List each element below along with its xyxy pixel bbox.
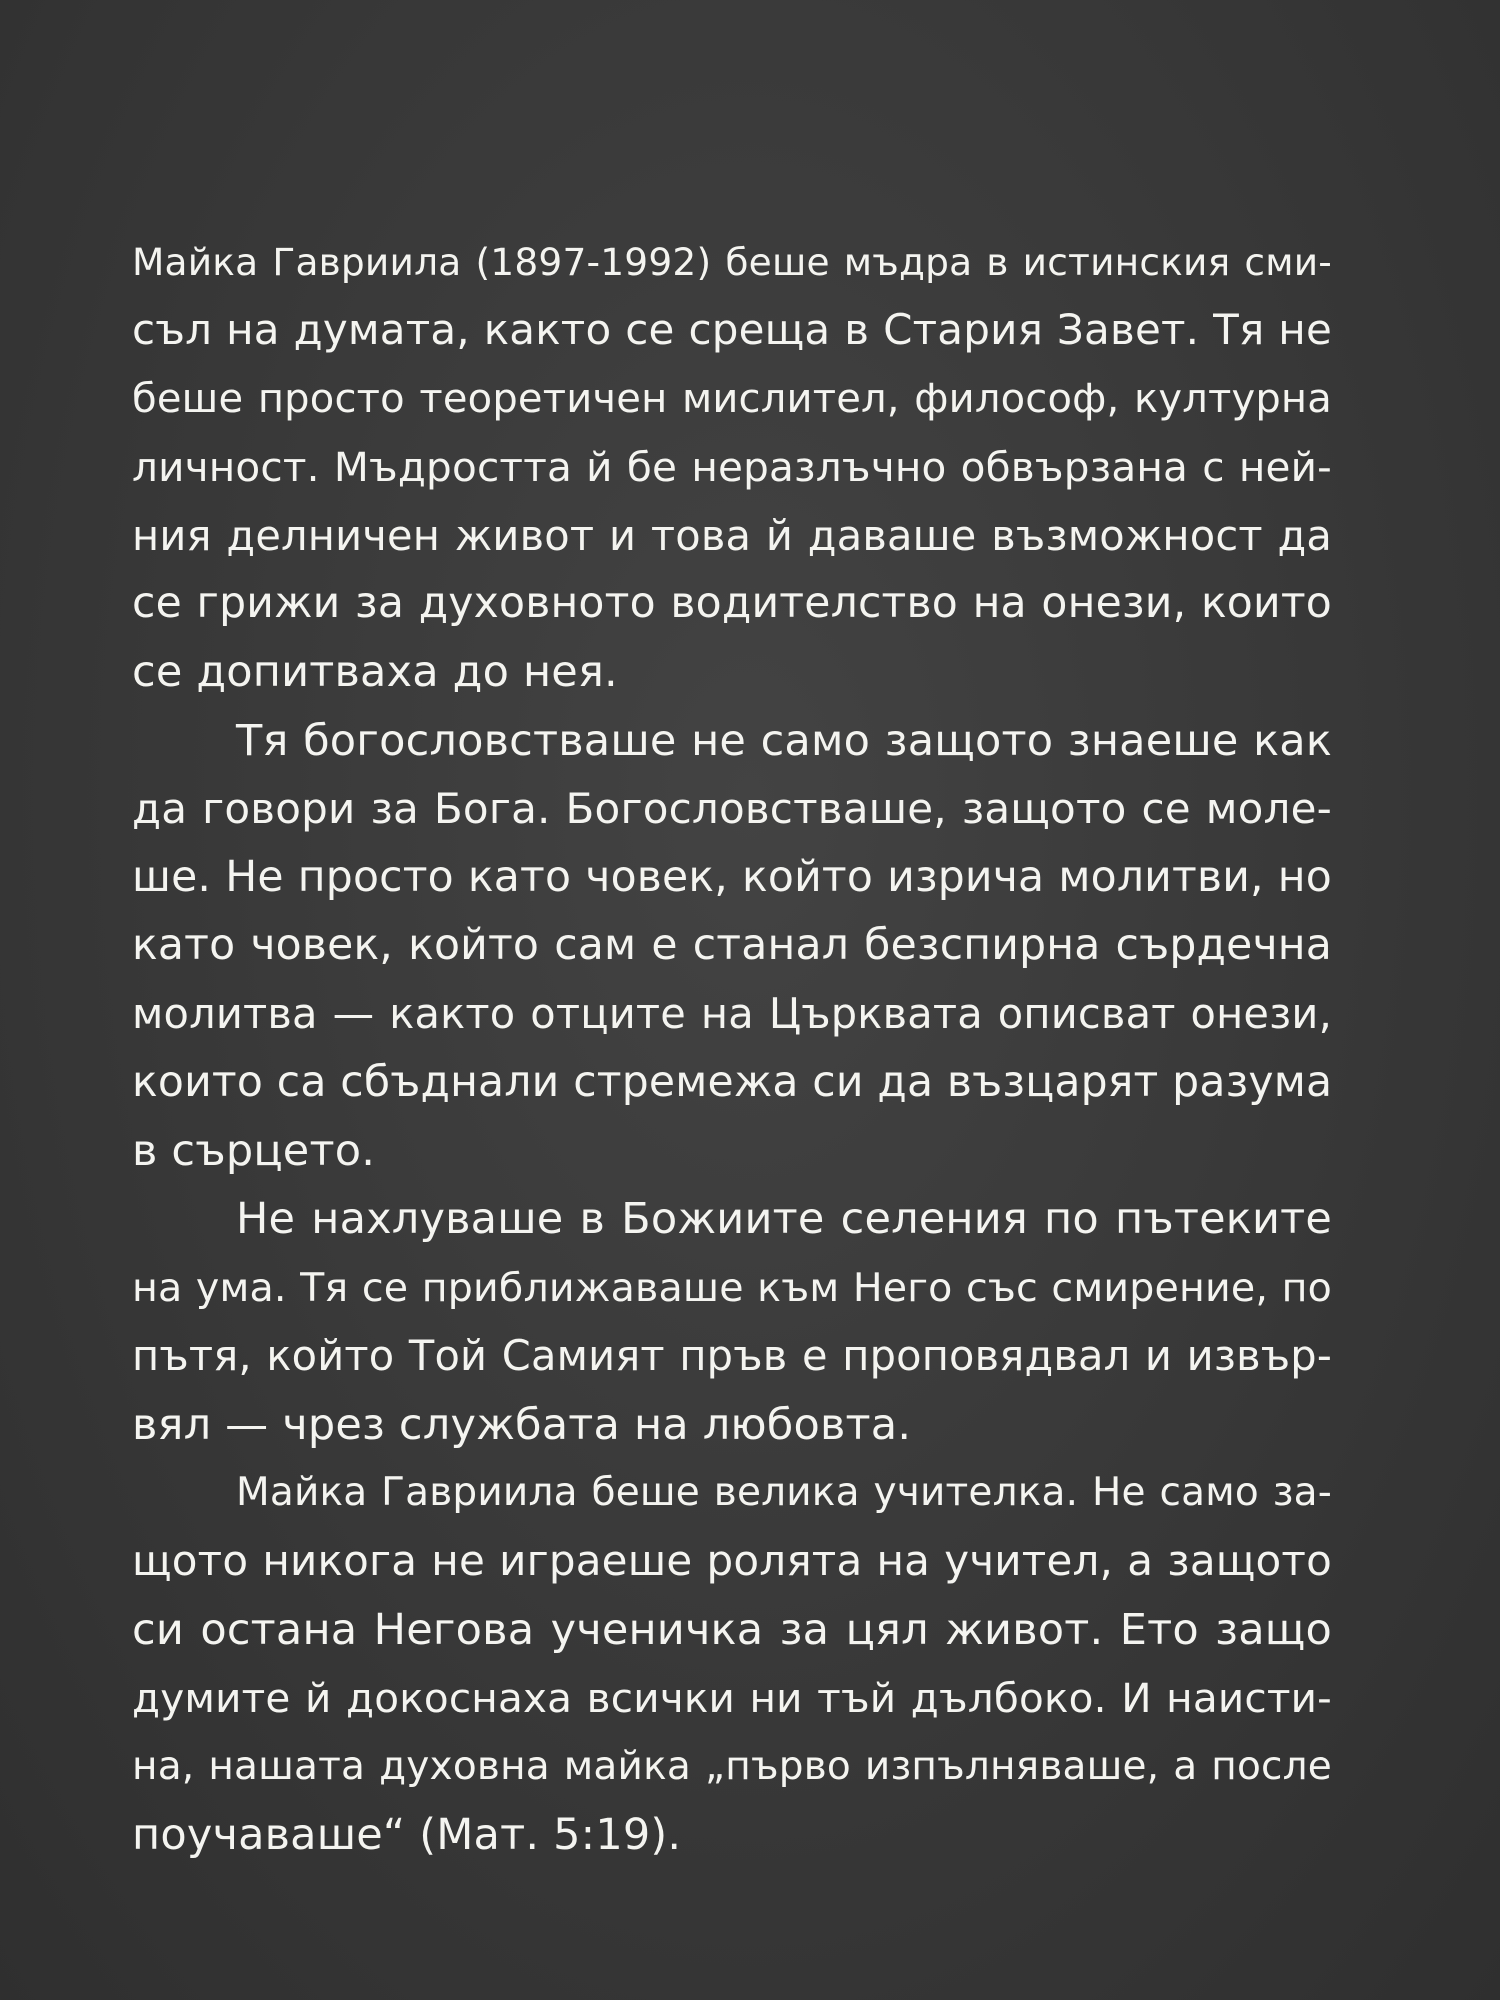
paragraph-3: [132, 1185, 1332, 1459]
text-line: ше. Не просто като човек, който изрича молитви, но: [132, 852, 1332, 902]
text-line: беше просто теоретичен мислител, философ, културна: [132, 375, 1332, 422]
text-line: които са сбъднали стремежа си да възцарят разума: [132, 1057, 1333, 1107]
text-line: Майка Гавриила (1897-1992) беше мъдра в истинския сми-: [132, 240, 1332, 284]
paragraph-4: [132, 1459, 1332, 1869]
text-line: в сърцето.: [132, 1126, 376, 1177]
text-line: си остана Негова ученичка за цял живот. Ето защо: [132, 1604, 1332, 1655]
text-line: Не нахлуваше в Божиите селения по пътеките: [236, 1194, 1332, 1245]
text-line: да говори за Бога. Богословстваше, защото се моле-: [132, 784, 1332, 834]
text-line: Майка Гавриила беше велика учителка. Не само за-: [236, 1470, 1332, 1516]
text-line: пътя, който Той Самият пръв е проповядвал и извър-: [132, 1331, 1332, 1381]
text-line: поучаваше“ (Мат. 5:19).: [132, 1809, 682, 1860]
text-line: на, нашата духовна майка „първо изпълняваше, а после: [132, 1743, 1332, 1789]
text-line: личност. Мъдростта й бе неразлъчно обвързана с ней-: [132, 443, 1332, 492]
text-line: съл на думата, както се среща в Стария Завет. Тя не: [132, 305, 1332, 355]
text-line: вял — чрез службата на любовта.: [132, 1399, 912, 1450]
paragraph-1: [132, 228, 1332, 707]
text-line: се грижи за духовното водителство на онези, които: [132, 578, 1332, 628]
text-line: се допитваха до нея.: [132, 647, 618, 698]
cover-text: [132, 228, 1332, 1869]
paragraph-2: [132, 707, 1332, 1186]
text-line: като човек, който сам е станал безспирна сърдечна: [132, 920, 1332, 970]
text-line: на ума. Тя се приближаваше към Него със смирение, по: [132, 1264, 1332, 1311]
text-line: щото никога не играеше ролята на учител, а защото: [132, 1536, 1332, 1586]
text-line: Тя богословстваше не само защото знаеше как: [236, 715, 1332, 766]
text-line: ния делничен живот и това й даваше възможност да: [132, 510, 1332, 560]
text-line: молитва — както отците на Църквата описват онези,: [132, 989, 1332, 1039]
text-line: думите й докоснаха всички ни тъй дълбоко. И наисти-: [132, 1674, 1332, 1723]
